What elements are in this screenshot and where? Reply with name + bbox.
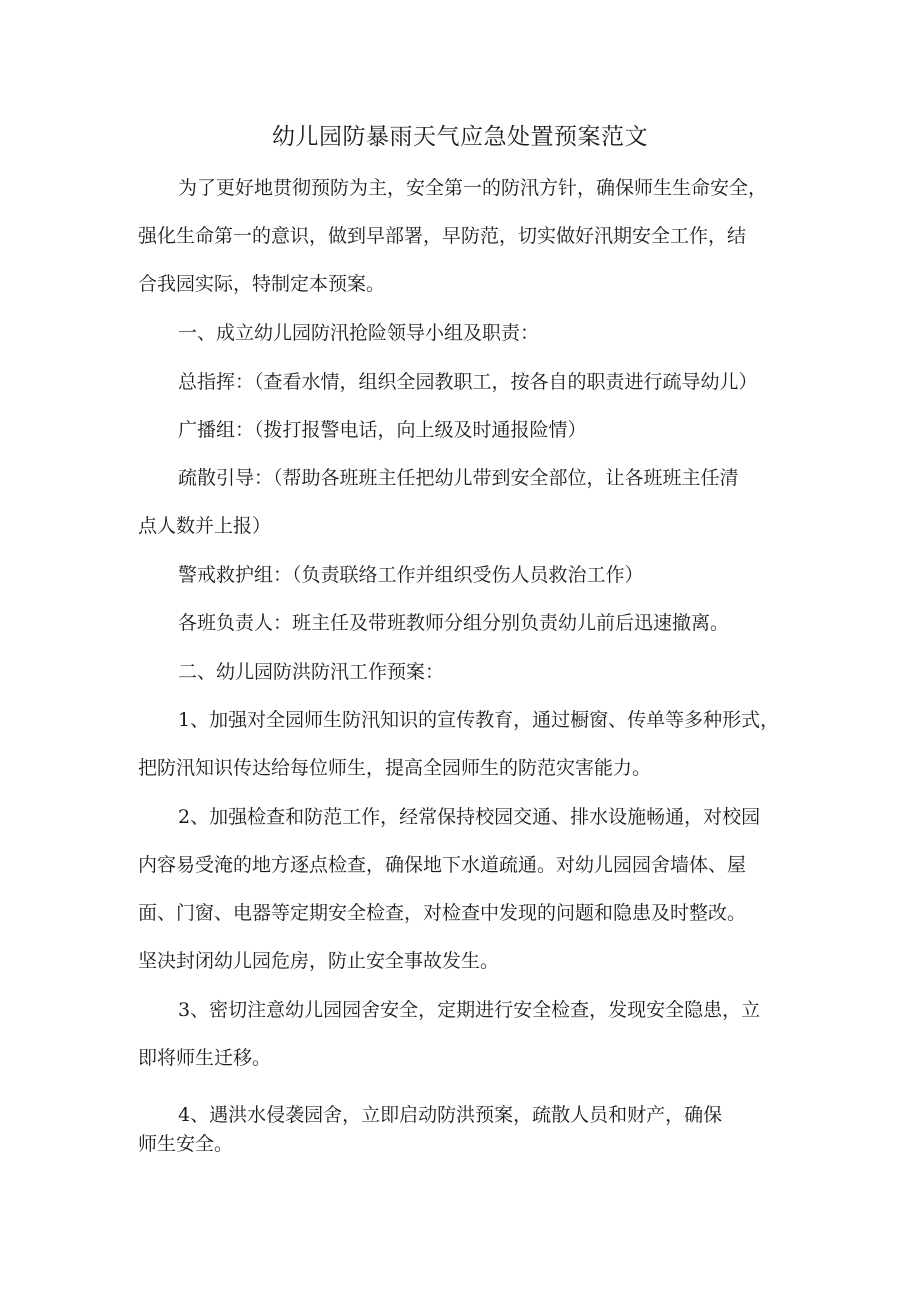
paragraph-line: 面、门窗、电器等定期安全检查，对检查中发现的问题和隐患及时整改。 [138, 902, 747, 924]
paragraph-line: 内容易受淹的地方逐点检查，确保地下水道疏通。对幼儿园园舍墙体、屋 [138, 854, 747, 876]
paragraph-line: 总指挥：（查看水情，组织全园教职工，按各自的职责进行疏导幼儿） [178, 371, 758, 393]
document-title: 幼儿园防暴雨天气应急处置预案范文 [272, 124, 648, 150]
paragraph-line: 为了更好地贯彻预防为主，安全第一的防汛方针，确保师生生命安全， [178, 177, 768, 199]
paragraph-line: 警戒救护组：（负责联络工作并组织受伤人员救治工作） [178, 564, 644, 586]
paragraph-line: 广播组：（拨打报警电话，向上级及时通报险情） [178, 419, 587, 441]
section-heading: 二、幼儿园防洪防汛工作预案： [178, 661, 445, 683]
paragraph-line: 坚决封闭幼儿园危房，防止安全事故发生。 [138, 950, 500, 972]
paragraph-line: 1、加强对全园师生防汛知识的宣传教育，通过橱窗、传单等多种形式， [178, 709, 780, 731]
paragraph-line: 3、密切注意幼儿园园舍安全，定期进行安全检查，发现安全隐患，立 [178, 999, 761, 1021]
paragraph-line: 强化生命第一的意识，做到早部署，早防范，切实做好汛期安全工作，结 [138, 225, 747, 247]
paragraph-line: 合我园实际，特制定本预案。 [138, 273, 386, 295]
paragraph-line: 把防汛知识传达给每位师生，提高全园师生的防范灾害能力。 [138, 757, 652, 779]
section-heading: 一、成立幼儿园防汛抢险领导小组及职责： [178, 322, 540, 344]
paragraph-line: 4、遇洪水侵袭园舍，立即启动防洪预案，疏散人员和财产，确保 [178, 1104, 723, 1126]
paragraph-line: 疏散引导：（帮助各班班主任把幼儿带到安全部位，让各班班主任清 [178, 467, 739, 489]
paragraph-line: 2、加强检查和防范工作，经常保持校园交通、排水设施畅通，对校园 [178, 806, 761, 828]
paragraph-line: 师生安全。 [138, 1133, 234, 1155]
paragraph-line: 各班负责人：班主任及带班教师分组分别负责幼儿前后迅速撤离。 [178, 612, 730, 634]
paragraph-line: 即将师生迁移。 [138, 1047, 272, 1069]
paragraph-line: 点人数并上报） [138, 515, 272, 537]
